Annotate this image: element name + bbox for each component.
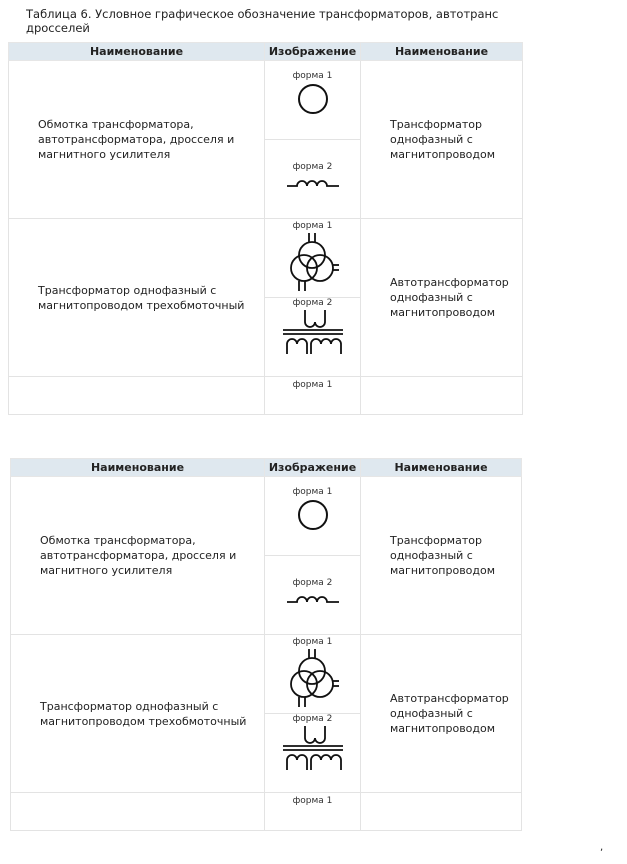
table-row	[11, 477, 522, 635]
form-1-label: форма 1	[292, 637, 333, 647]
three-winding-image-cell	[265, 219, 361, 377]
empty-cell	[9, 377, 265, 415]
transformer-core-name-cell: Трансформатор однофазный с магнитопроводом	[361, 61, 523, 219]
header-name: Наименование	[11, 459, 265, 477]
form-1-label: форма 1	[292, 487, 333, 497]
autotransformer-name-cell: Автотрансформатор однофазный с магнитопроводом	[361, 219, 523, 377]
header-image: Изображение	[265, 43, 361, 61]
form-1-label: форма 1	[292, 380, 333, 390]
table-row	[9, 377, 523, 415]
header-name-2: Наименование	[361, 459, 522, 477]
winding-coil-icon	[285, 588, 341, 608]
empty-cell	[361, 793, 522, 831]
winding-name-cell: Обмотка трансформатора, автотрансформатора, дросселя и магнитного усилителя	[11, 477, 265, 635]
form-1-cell	[265, 377, 361, 415]
empty-cell	[361, 377, 523, 415]
header-name-2: Наименование	[361, 43, 523, 61]
table-row	[11, 635, 522, 793]
form-1-label: форма 1	[292, 796, 333, 806]
table-row	[9, 219, 523, 377]
autotransformer-core-icon	[281, 724, 345, 784]
winding-circle-icon	[293, 497, 333, 537]
three-winding-name-cell: Трансформатор однофазный с магнитопроводом трехобмоточный	[9, 219, 265, 377]
form-2-label: форма 2	[292, 578, 333, 588]
transformer-core-name-cell: Трансформатор однофазный с магнитопроводом	[361, 477, 522, 635]
page-mark: ,	[600, 842, 604, 853]
header-row	[11, 459, 522, 477]
winding-image-cell	[265, 477, 361, 635]
winding-name-cell: Обмотка трансформатора, автотрансформатора, дросселя и магнитного усилителя	[9, 61, 265, 219]
header-row	[9, 43, 523, 61]
autotransformer-core-icon	[281, 308, 345, 368]
symbols-table-2	[10, 458, 522, 831]
three-winding-image-cell	[265, 635, 361, 793]
header-name: Наименование	[9, 43, 265, 61]
three-winding-transformer-icon	[283, 231, 343, 295]
table-caption	[26, 7, 526, 35]
form-2-label: форма 2	[292, 162, 333, 172]
autotransformer-name-cell: Автотрансформатор однофазный с магнитопроводом	[361, 635, 522, 793]
form-2-label: форма 2	[292, 714, 333, 724]
winding-image-cell	[265, 61, 361, 219]
table-row	[11, 793, 522, 831]
form-1-label: форма 1	[292, 221, 333, 231]
table-row	[9, 61, 523, 219]
winding-coil-icon	[285, 172, 341, 192]
three-winding-name-cell: Трансформатор однофазный с магнитопроводом трехобмоточный	[11, 635, 265, 793]
caption-line-2: дросселей	[26, 21, 90, 35]
symbols-table-1	[8, 42, 523, 415]
form-1-label: форма 1	[292, 71, 333, 81]
header-image: Изображение	[265, 459, 361, 477]
form-1-cell	[265, 793, 361, 831]
form-2-label: форма 2	[292, 298, 333, 308]
three-winding-transformer-icon	[283, 647, 343, 711]
empty-cell	[11, 793, 265, 831]
caption-line-1: Таблица 6. Условное графическое обозначение трансформаторов, автотранс	[26, 7, 499, 21]
winding-circle-icon	[293, 81, 333, 121]
